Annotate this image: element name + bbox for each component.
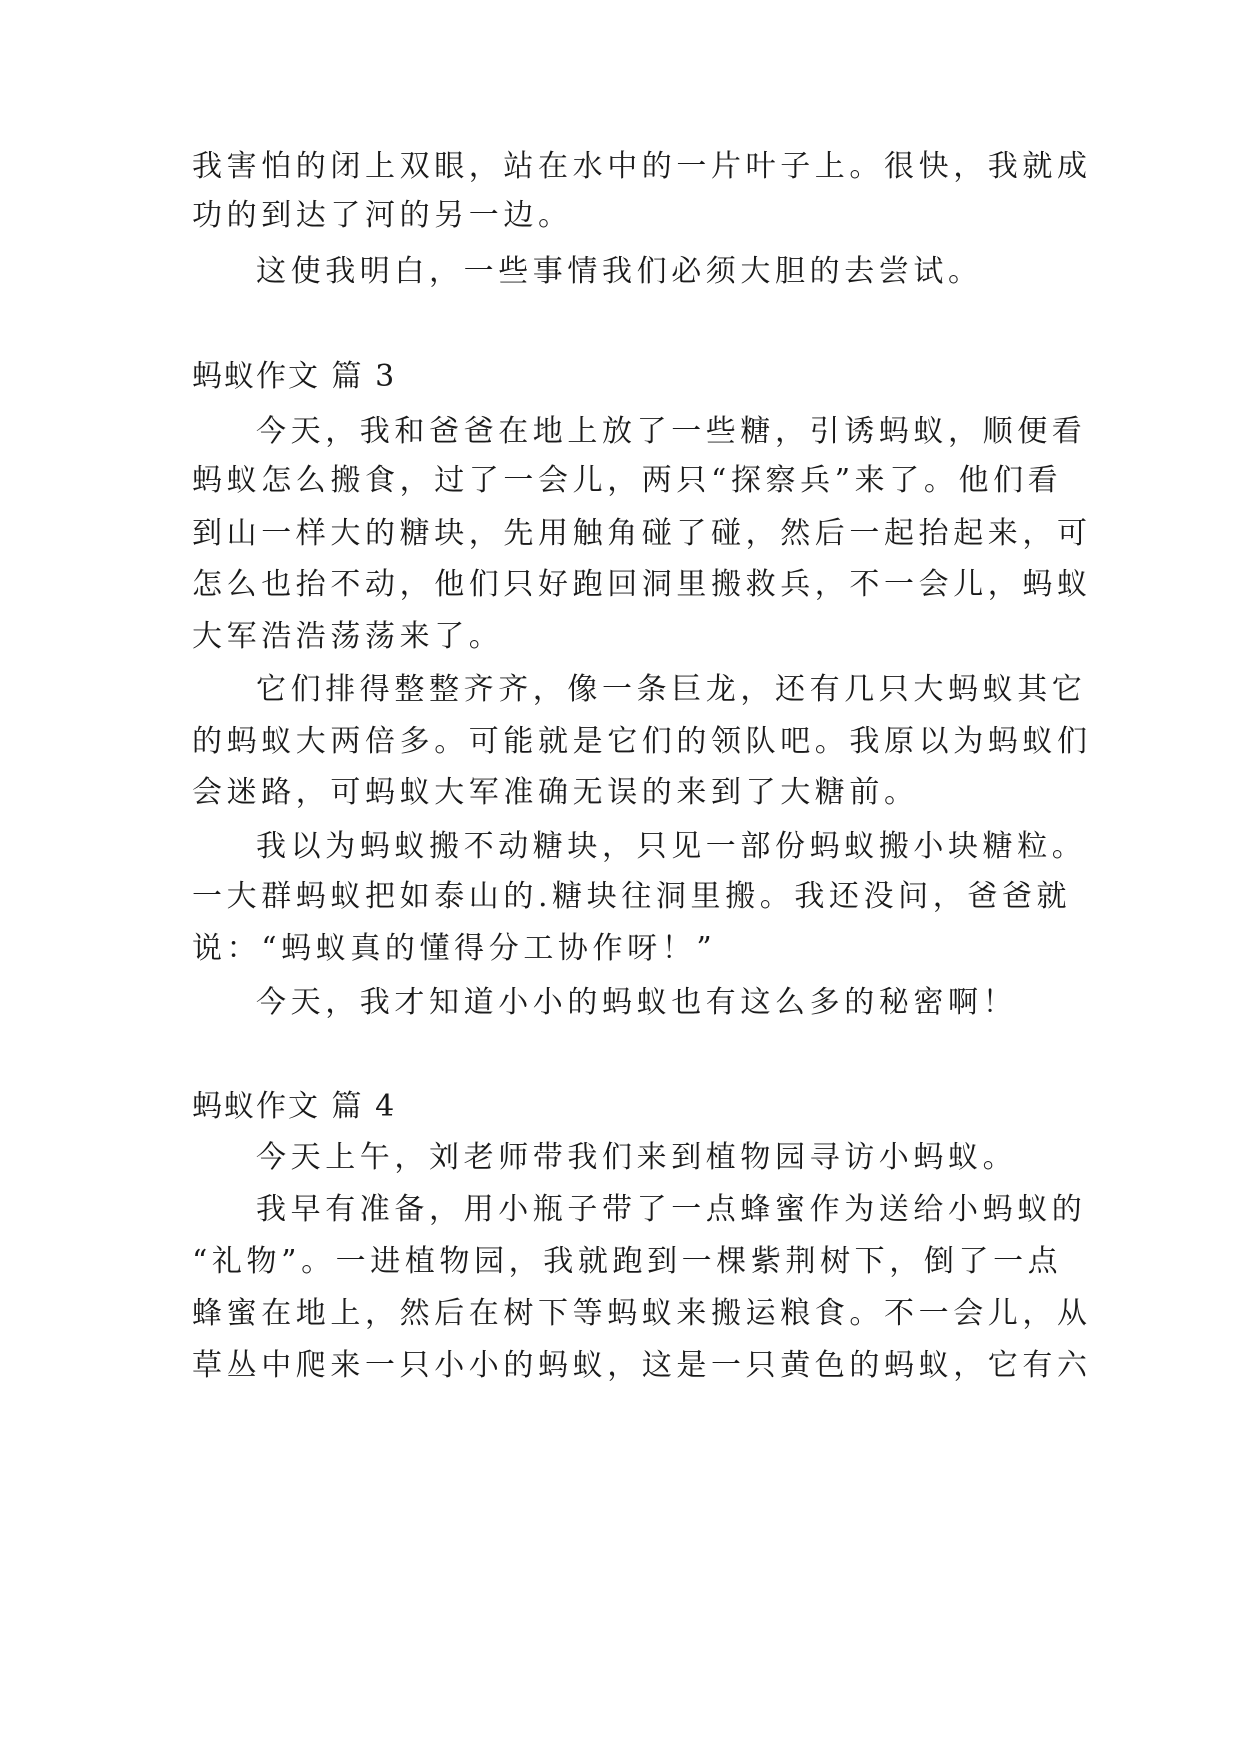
paragraph-line: 说：“蚂蚁真的懂得分工协作呀！”	[192, 931, 717, 966]
paragraph-line: 一大群蚂蚁把如泰山的.糖块往洞里搬。我还没问，爸爸就	[192, 879, 1072, 914]
paragraph-line: 我以为蚂蚁搬不动糖块，只见一部份蚂蚁搬小块糖粒。	[256, 829, 1087, 864]
paragraph-line: 会迷路，可蚂蚁大军准确无误的来到了大糖前。	[192, 775, 919, 810]
section-heading: 蚂蚁作文 篇 4	[192, 1089, 397, 1124]
paragraph-line: 到山一样大的糖块，先用触角碰了碰，然后一起抬起来，可	[192, 516, 1092, 551]
paragraph-line: 我早有准备，用小瓶子带了一点蜂蜜作为送给小蚂蚁的	[256, 1192, 1087, 1227]
paragraph-line: 它们排得整整齐齐，像一条巨龙，还有几只大蚂蚁其它	[256, 672, 1087, 707]
paragraph-line: 大军浩浩荡荡来了。	[192, 619, 504, 654]
paragraph-line: 蚂蚁怎么搬食，过了一会儿，两只“探察兵”来了。他们看	[192, 463, 1063, 498]
paragraph-line: 今天上午，刘老师带我们来到植物园寻访小蚂蚁。	[256, 1140, 1018, 1175]
paragraph-line: 今天，我和爸爸在地上放了一些糖，引诱蚂蚁，顺便看	[256, 414, 1087, 449]
paragraph-line: 这使我明白，一些事情我们必须大胆的去尝试。	[256, 254, 983, 289]
section-heading: 蚂蚁作文 篇 3	[192, 359, 397, 394]
paragraph-line: 我害怕的闭上双眼，站在水中的一片叶子上。很快，我就成	[192, 149, 1092, 184]
paragraph-line: 草丛中爬来一只小小的蚂蚁，这是一只黄色的蚂蚁，它有六	[192, 1348, 1092, 1383]
paragraph-line: “礼物”。一进植物园，我就跑到一棵紫荆树下，倒了一点	[192, 1244, 1063, 1279]
paragraph-line: 蜂蜜在地上，然后在树下等蚂蚁来搬运粮食。不一会儿，从	[192, 1296, 1092, 1331]
paragraph-line: 的蚂蚁大两倍多。可能就是它们的领队吧。我原以为蚂蚁们	[192, 724, 1092, 759]
paragraph-line: 今天，我才知道小小的蚂蚁也有这么多的秘密啊！	[256, 985, 1018, 1020]
paragraph-line: 怎么也抬不动，他们只好跑回洞里搬救兵，不一会儿，蚂蚁	[192, 567, 1092, 602]
paragraph-line: 功的到达了河的另一边。	[192, 198, 573, 233]
